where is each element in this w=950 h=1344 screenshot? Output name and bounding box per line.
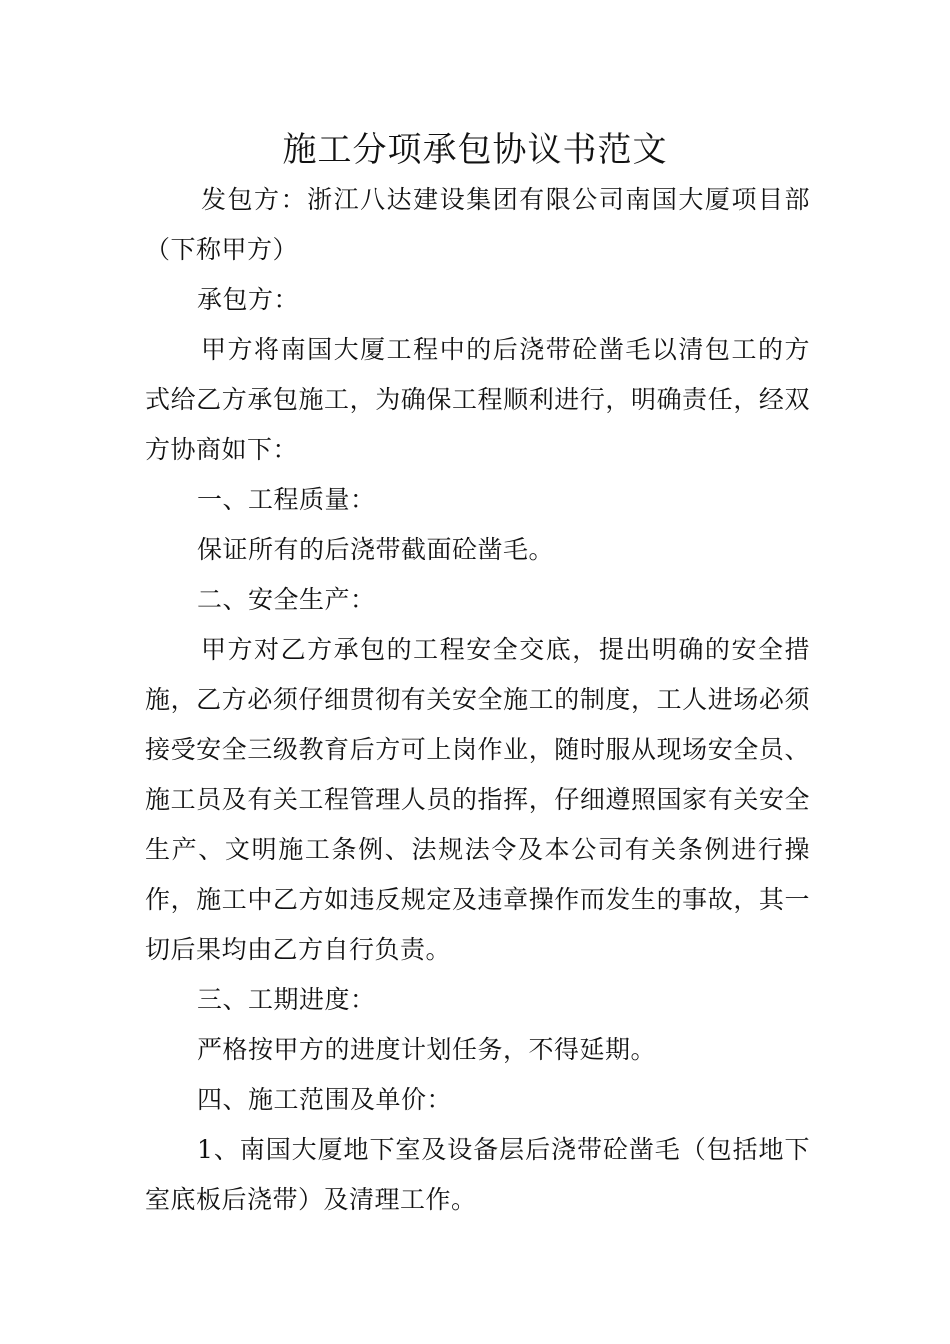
contractor-party-line: 发包方：浙江八达建设集团有限公司南国大厦项目部（下称甲方） — [145, 185, 810, 264]
section-heading-scope-price: 四、施工范围及单价： — [197, 1085, 453, 1114]
document-title: 施工分项承包协议书范文 — [282, 130, 668, 170]
subcontractor-party-line: 承包方： — [197, 285, 300, 314]
section-heading-safety: 二、安全生产： — [197, 585, 376, 614]
safety-paragraph: 甲方对乙方承包的工程安全交底，提出明确的安全措施，乙方必须仔细贯彻有关安全施工的制度，工人进场必须接受安全三级教育后方可上岗作业，随时服从现场安全员、施工员及有关工程管理人员的指挥，仔细遵照国家有关安全生产、文明施工条例、法规法令及本公司有关条例进行操作，施工中乙方如违反规定及违章操作而发生的事故，其一切后果均由乙方自行负责。 — [145, 635, 810, 964]
section-heading-schedule: 三、工期进度： — [197, 985, 376, 1014]
quality-paragraph: 保证所有的后浇带截面砼凿毛。 — [197, 535, 555, 564]
section-heading-quality: 一、工程质量： — [197, 485, 376, 514]
intro-paragraph: 甲方将南国大厦工程中的后浇带砼凿毛以清包工的方式给乙方承包施工，为确保工程顺利进行，明确责任，经双方协商如下： — [145, 335, 810, 464]
scope-item-1: 1、南国大厦地下室及设备层后浇带砼凿毛（包括地下室底板后浇带）及清理工作。 — [145, 1135, 810, 1214]
schedule-paragraph: 严格按甲方的进度计划任务，不得延期。 — [197, 1035, 657, 1064]
document-body — [145, 175, 810, 1225]
